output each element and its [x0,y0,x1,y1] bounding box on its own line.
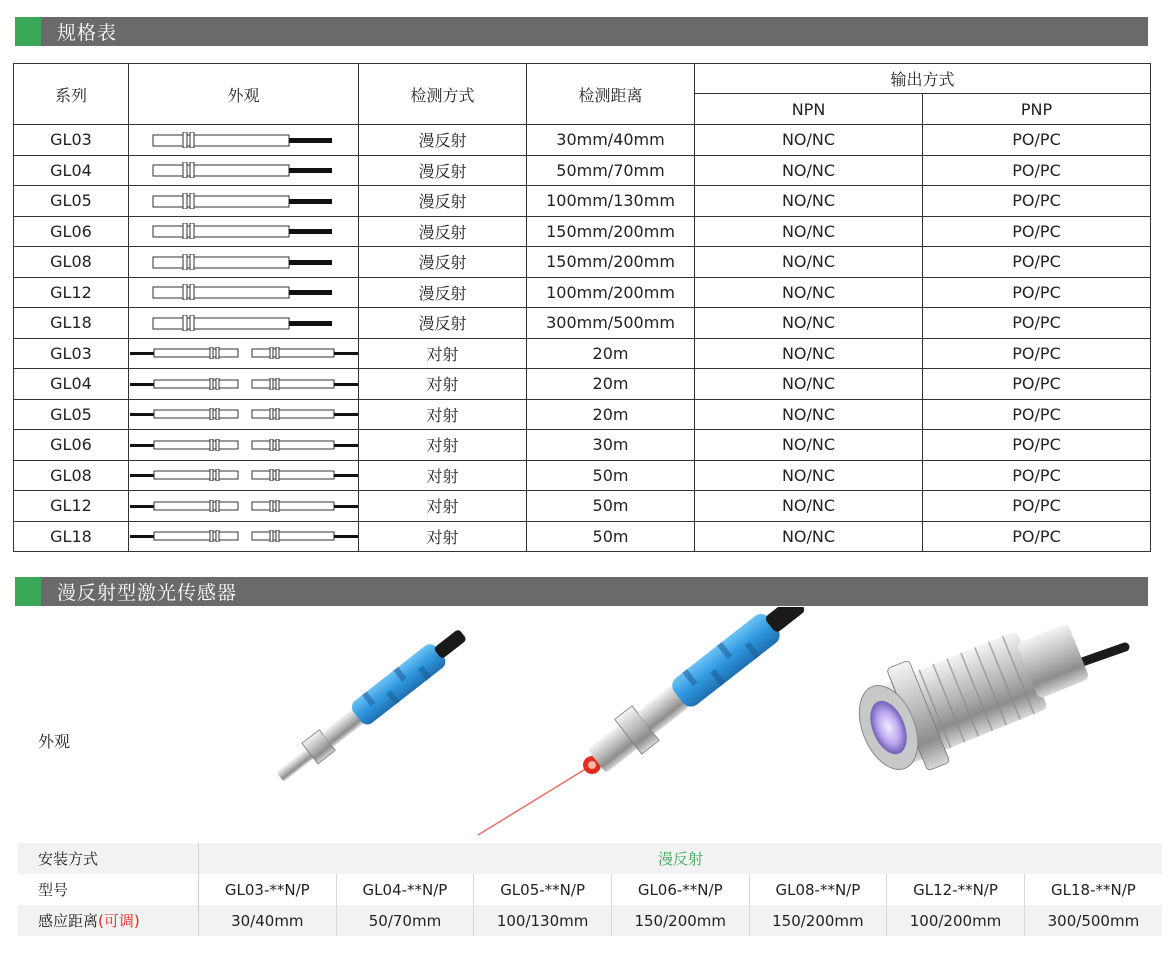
range-cell: 50/70mm [336,905,474,936]
series-cell: GL05 [14,186,129,217]
pnp-cell: PO/PC [923,216,1151,247]
npn-cell: NO/NC [695,186,923,217]
diffuse-sensor-diagram [152,254,336,270]
model-table [18,843,1162,936]
model-cell: GL06-**N/P [611,874,749,905]
header-appearance: 外观 [129,64,359,125]
header-series: 系列 [14,64,129,125]
method-cell: 漫反射 [359,125,527,156]
sensor-photo-3 [844,607,1125,788]
diffuse-sensor-diagram [152,284,336,300]
distance-cell: 50m [527,491,695,522]
appearance-label: 外观 [38,732,71,751]
pnp-cell: PO/PC [923,430,1151,461]
diffuse-sensor-diagram [152,162,336,178]
header-output: 输出方式 [695,64,1151,94]
header-pnp: PNP [923,94,1151,125]
npn-cell: NO/NC [695,369,923,400]
diffuse-sensor-diagram [152,315,336,331]
appearance-cell [129,521,359,552]
table-row [14,216,1151,247]
product-photos [0,607,1172,837]
method-cell: 对射 [359,369,527,400]
distance-cell: 150mm/200mm [527,247,695,278]
npn-cell: NO/NC [695,399,923,430]
mount-value: 漫反射 [657,850,703,868]
distance-cell: 20m [527,369,695,400]
method-cell: 漫反射 [359,308,527,339]
npn-cell: NO/NC [695,247,923,278]
through-beam-sensor-diagram [130,469,358,481]
range-cell: 150/200mm [611,905,749,936]
pnp-cell: PO/PC [923,277,1151,308]
table-row [14,247,1151,278]
product-section-title: 漫反射型激光传感器 [57,582,238,604]
through-beam-sensor-diagram [130,439,358,451]
section-accent [15,17,41,46]
series-cell: GL06 [14,430,129,461]
series-cell: GL06 [14,216,129,247]
model-cell: GL08-**N/P [749,874,887,905]
pnp-cell: PO/PC [923,247,1151,278]
model-cell: GL04-**N/P [336,874,474,905]
npn-cell: NO/NC [695,460,923,491]
table-row [14,308,1151,339]
distance-cell: 50m [527,521,695,552]
section-accent [15,577,41,606]
table-row [14,521,1151,552]
method-cell: 对射 [359,338,527,369]
product-section-header [15,577,1148,606]
method-cell: 漫反射 [359,186,527,217]
appearance-cell [129,247,359,278]
pnp-cell: PO/PC [923,155,1151,186]
npn-cell: NO/NC [695,155,923,186]
distance-cell: 50m [527,460,695,491]
pnp-cell: PO/PC [923,521,1151,552]
table-row [14,338,1151,369]
pnp-cell: PO/PC [923,399,1151,430]
through-beam-sensor-diagram [130,500,358,512]
npn-cell: NO/NC [695,430,923,461]
distance-cell: 300mm/500mm [527,308,695,339]
npn-cell: NO/NC [695,308,923,339]
series-cell: GL12 [14,277,129,308]
appearance-cell [129,125,359,156]
appearance-cell [129,308,359,339]
range-cell: 100/130mm [474,905,612,936]
appearance-cell [129,186,359,217]
series-cell: GL03 [14,338,129,369]
npn-cell: NO/NC [695,125,923,156]
series-cell: GL18 [14,521,129,552]
pnp-cell: PO/PC [923,460,1151,491]
pnp-cell: PO/PC [923,308,1151,339]
header-distance: 检测距离 [527,64,695,125]
table-row [14,460,1151,491]
range-cell: 30/40mm [199,905,337,936]
appearance-cell [129,216,359,247]
method-cell: 漫反射 [359,277,527,308]
series-cell: GL05 [14,399,129,430]
series-cell: GL18 [14,308,129,339]
table-row [14,430,1151,461]
appearance-cell [129,369,359,400]
distance-cell: 150mm/200mm [527,216,695,247]
appearance-cell [129,277,359,308]
distance-cell: 100mm/130mm [527,186,695,217]
diffuse-sensor-diagram [152,223,336,239]
distance-cell: 20m [527,338,695,369]
spec-table [13,63,1151,552]
sensor-photo-2 [478,607,814,835]
spec-section-header [15,17,1148,46]
range-label-cell [18,905,199,936]
header-method: 检测方式 [359,64,527,125]
npn-cell: NO/NC [695,338,923,369]
method-cell: 漫反射 [359,155,527,186]
distance-cell: 100mm/200mm [527,277,695,308]
table-row [14,369,1151,400]
appearance-cell [129,338,359,369]
pnp-cell: PO/PC [923,125,1151,156]
model-cell: GL03-**N/P [199,874,337,905]
mount-row [18,843,1162,874]
pnp-cell: PO/PC [923,491,1151,522]
table-row [14,155,1151,186]
table-row [14,491,1151,522]
series-cell: GL08 [14,247,129,278]
method-cell: 对射 [359,521,527,552]
range-cell: 300/500mm [1047,911,1140,930]
distance-cell: 30m [527,430,695,461]
table-row [14,399,1151,430]
model-cell: GL12-**N/P [887,874,1025,905]
through-beam-sensor-diagram [130,530,358,542]
through-beam-sensor-diagram [130,378,358,390]
series-cell: GL04 [14,155,129,186]
method-cell: 漫反射 [359,247,527,278]
method-cell: 漫反射 [359,216,527,247]
series-cell: GL04 [14,369,129,400]
model-cell: GL05-**N/P [474,874,612,905]
sensor-photo-1 [271,623,471,788]
model-row [18,874,1162,905]
distance-cell: 20m [527,399,695,430]
spec-section-title: 规格表 [57,22,118,44]
through-beam-sensor-diagram [130,408,358,420]
distance-cell: 30mm/40mm [527,125,695,156]
distance-cell: 50mm/70mm [527,155,695,186]
range-row [18,905,1162,936]
through-beam-sensor-diagram [130,347,358,359]
series-cell: GL03 [14,125,129,156]
range-cell: 100/200mm [887,905,1025,936]
appearance-cell [129,430,359,461]
series-cell: GL12 [14,491,129,522]
method-cell: 对射 [359,430,527,461]
table-row [14,277,1151,308]
series-cell: GL08 [14,460,129,491]
pnp-cell: PO/PC [923,186,1151,217]
appearance-cell [129,491,359,522]
diffuse-sensor-diagram [152,132,336,148]
npn-cell: NO/NC [695,216,923,247]
model-cell: GL18-**N/P [1051,880,1136,899]
npn-cell: NO/NC [695,521,923,552]
npn-cell: NO/NC [695,277,923,308]
diffuse-sensor-diagram [152,193,336,209]
range-label-note: (可调) [98,912,140,930]
header-npn: NPN [695,94,923,125]
appearance-cell [129,155,359,186]
pnp-cell: PO/PC [923,338,1151,369]
table-row [14,186,1151,217]
range-cell: 150/200mm [749,905,887,936]
npn-cell: NO/NC [695,491,923,522]
model-label: 型号 [18,874,199,905]
table-row [14,125,1151,156]
pnp-cell: PO/PC [923,369,1151,400]
appearance-cell [129,460,359,491]
method-cell: 对射 [359,399,527,430]
method-cell: 对射 [359,491,527,522]
method-cell: 对射 [359,460,527,491]
mount-label: 安装方式 [18,843,199,874]
range-label: 感应距离 [38,912,99,930]
appearance-cell [129,399,359,430]
